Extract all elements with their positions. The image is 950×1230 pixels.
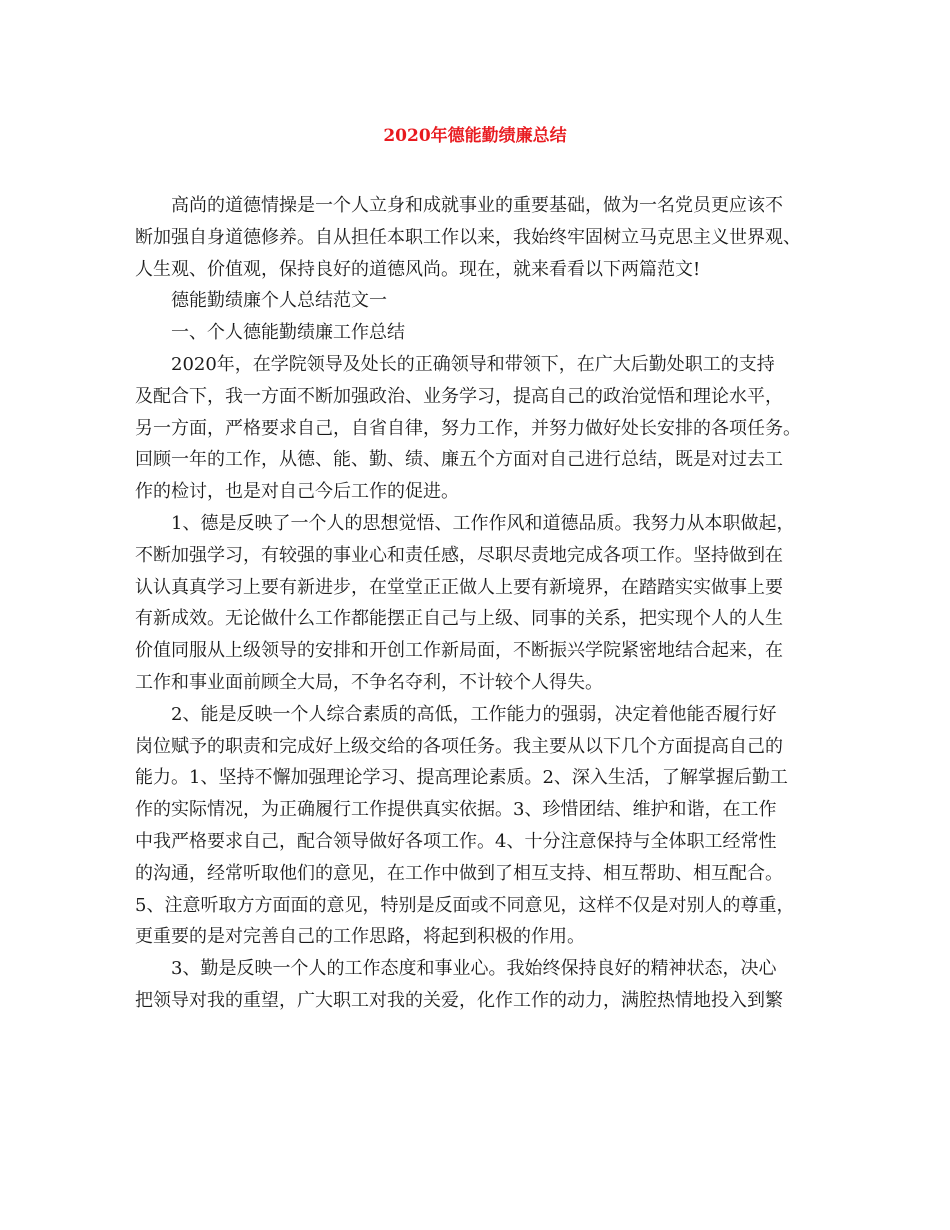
overview-paragraph: 2020年，在学院领导及处长的正确领导和带领下，在广大后勤处职工的支持 及配合下，我一方面不断加强政治、业务学习，提高自己的政治觉悟和理论水平， 另一方面，严格要求自己，自省自律，努力工作，并努力做好处长安排的各项任务。 回顾一年的工作，从德、能、勤、绩、廉五个方面对自己进行总结，既是对过去工 作的检讨，也是对自己今后工作的促进。 [135, 353, 801, 503]
virtue-paragraph: 1、德是反映了一个人的思想觉悟、工作作风和道德品质。我努力从本职做起， 不断加强学习，有较强的事业心和责任感，尽职尽责地完成各项工作。坚持做到在 认认真真学习上要有新进步，在堂堂正正做人上要有新境界，在踏踏实实做事上要 有新成效。无论做什么工作都能摆正自己与上级、同事的关系，把实现个人的人生 价值同服从上级领导的安排和开创工作新局面，不断振兴学院紧密地结合起来，在 工作和事业面前顾全大局，不争名夺利，不计较个人得失。 [135, 512, 795, 693]
ability-paragraph: 2、能是反映一个人综合素质的高低，工作能力的强弱，决定着他能否履行好 岗位赋予的职责和完成好上级交给的各项任务。我主要从以下几个方面提高自己的 能力。1、坚持不懈加强理论学习、提高理论素质。2、深入生活，了解掌握后勤工 作的实际情况，为正确履行工作提供真实依据。3、珍惜团结、维护和谐，在工作 中我严格要求自己，配合领导做好各项工作。4、十分注意保持与全体职工经常性 的沟通，经常听取他们的意见，在工作中做到了相互支持、相互帮助、相互配合。 5、注意听取方方面面的意见，特别是反面或不同意见，这样不仅是对别人的尊重， 更重要的是对完善自己的工作思路，将起到积极的作用。 [135, 703, 795, 948]
section-heading-sample-one: 德能勤绩廉个人总结范文一 [171, 290, 387, 312]
intro-paragraph: 高尚的道德情操是一个人立身和成就事业的重要基础，做为一名党员更应该不 断加强自身道德修养。自从担任本职工作以来，我始终牢固树立马克思主义世界观、 人生观、价值观，保持良好的道德风尚。现在，就来看看以下两篇范文! [135, 195, 801, 280]
document-body [135, 190, 820, 1017]
document-title: 2020年德能勤绩廉总结 [383, 126, 567, 146]
section-heading-personal-summary: 一、个人德能勤绩廉工作总结 [171, 322, 405, 344]
diligence-paragraph: 3、勤是反映一个人的工作态度和事业心。我始终保持良好的精神状态，决心 把领导对我的重望，广大职工对我的关爱，化作工作的动力，满腔热情地投入到繁 [135, 958, 783, 1011]
